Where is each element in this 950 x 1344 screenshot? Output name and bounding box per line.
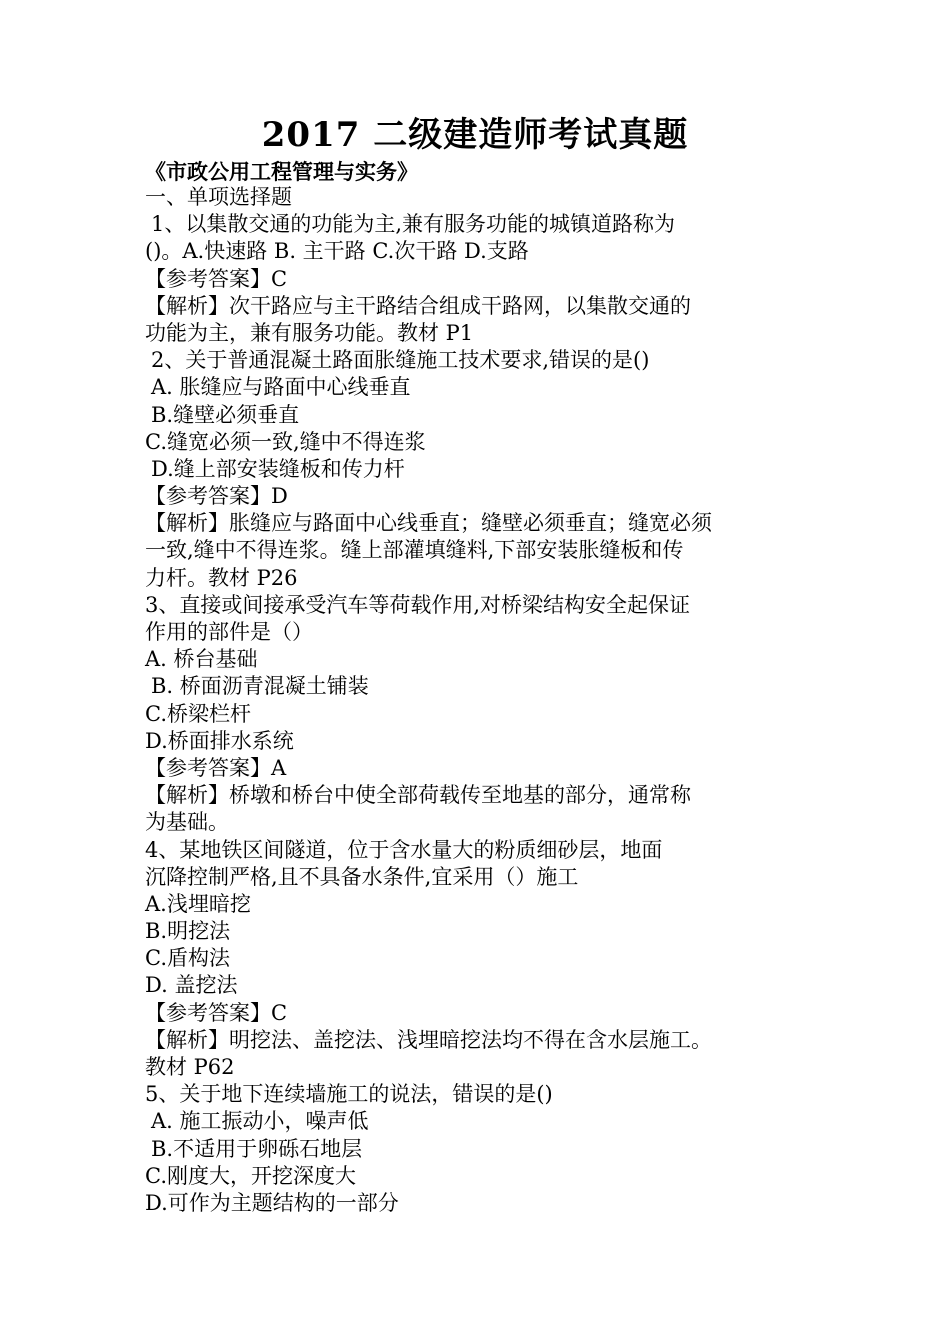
q3-analysis-line1: 【解析】桥墩和桥台中使全部荷载传至地基的部分，通常称 — [145, 783, 691, 808]
q2-option-d: D.缝上部安装缝板和传力杆 — [151, 456, 405, 481]
q3-option-d: D.桥面排水系统 — [145, 728, 294, 753]
q2-answer: 【参考答案】D — [145, 484, 288, 509]
q3-answer: 【参考答案】A — [145, 755, 287, 780]
q4-analysis-line1: 【解析】明挖法、盖挖法、浅埋暗挖法均不得在含水层施工。 — [145, 1027, 712, 1052]
q4-stem-line1: 4、某地铁区间隧道，位于含水量大的粉质细砂层，地面 — [145, 837, 663, 862]
q5-option-a: A. 施工振动小，噪声低 — [151, 1109, 369, 1134]
q2-option-b: B.缝壁必须垂直 — [151, 402, 300, 427]
q4-option-b: B.明挖法 — [145, 919, 231, 944]
q4-stem-line2: 沉降控制严格,且不具备水条件,宜采用（）施工 — [145, 864, 579, 889]
q3-stem-line1: 3、直接或间接承受汽车等荷载作用,对桥梁结构安全起保证 — [145, 592, 691, 617]
q5-option-c: C.刚度大，开挖深度大 — [145, 1163, 356, 1188]
document-title: 2017 二级建造师考试真题 — [261, 115, 689, 155]
q4-option-c: C.盾构法 — [145, 946, 230, 971]
q3-option-a: A. 桥台基础 — [145, 647, 258, 672]
q4-answer: 【参考答案】C — [145, 1000, 288, 1025]
q1-answer: 【参考答案】C — [145, 266, 288, 291]
section-heading: 一、单项选择题 — [145, 185, 292, 209]
q3-analysis-line2: 为基础。 — [145, 810, 229, 835]
q3-stem-line2: 作用的部件是（） — [145, 620, 313, 644]
q3-option-b: B. 桥面沥青混凝土铺装 — [151, 674, 369, 699]
q2-option-a: A. 胀缝应与路面中心线垂直 — [151, 375, 411, 400]
q1-stem-line2: ()。A.快速路 B. 主干路 C.次干路 D.支路 — [145, 239, 529, 264]
q5-option-b: B.不适用于卵砾石地层 — [151, 1136, 363, 1161]
q2-option-c: C.缝宽必须一致,缝中不得连浆 — [145, 429, 426, 454]
q4-option-d: D. 盖挖法 — [145, 973, 238, 998]
q2-analysis-line2: 一致,缝中不得连浆。缝上部灌填缝料,下部安装胀缝板和传 — [145, 538, 684, 563]
q4-analysis-line2: 教材 P62 — [145, 1055, 235, 1079]
q2-stem: 2、关于普通混凝土路面胀缝施工技术要求,错误的是() — [151, 348, 650, 373]
document-body — [145, 184, 815, 1217]
q1-analysis-line1: 【解析】次干路应与主干路结合组成干路网，以集散交通的 — [145, 293, 691, 318]
q1-analysis-line2: 功能为主，兼有服务功能。教材 P1 — [145, 320, 474, 345]
q5-option-d: D.可作为主题结构的一部分 — [145, 1190, 399, 1215]
q3-option-c: C.桥梁栏杆 — [145, 701, 251, 726]
q5-stem: 5、关于地下连续墙施工的说法，错误的是() — [145, 1082, 553, 1107]
q4-option-a: A.浅埋暗挖 — [145, 891, 251, 916]
q1-stem-line1: 1、以集散交通的功能为主,兼有服务功能的城镇道路称为 — [151, 212, 676, 237]
q2-analysis-line1: 【解析】胀缝应与路面中心线垂直；缝壁必须垂直；缝宽必须 — [145, 511, 712, 536]
q2-analysis-line3: 力杆。教材 P26 — [145, 565, 298, 590]
document-subtitle: 《市政公用工程管理与实务》 — [145, 159, 418, 184]
